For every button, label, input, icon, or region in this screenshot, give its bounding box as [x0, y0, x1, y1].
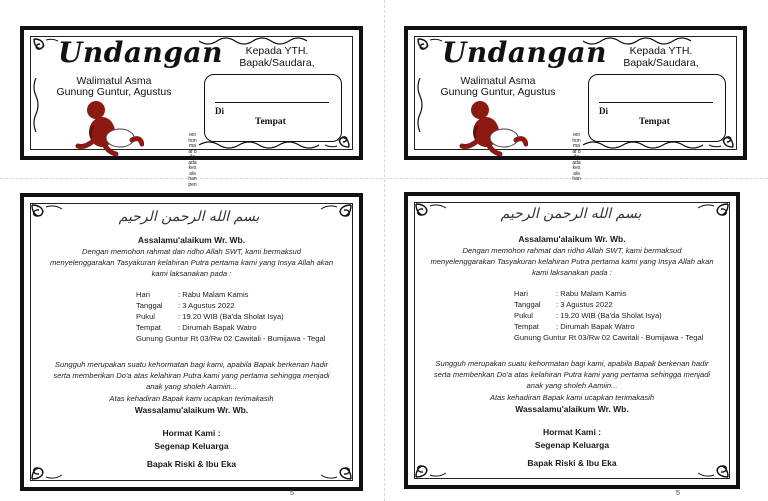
detail-key: Hari: [514, 289, 528, 298]
detail-key: Tanggal: [136, 301, 163, 310]
salam-closing: Wassalamu'alaikum Wr. Wb.: [515, 404, 629, 414]
detail-value: : Rabu Malam Kamis: [556, 289, 627, 298]
envelope-title: Undangan: [58, 36, 223, 69]
di-label: Di: [599, 106, 608, 116]
parents-names: Bapak Riski & Ibu Eka: [527, 458, 617, 468]
salam-opening: Assalamu'alaikum Wr. Wb.: [518, 234, 626, 244]
detail-tempat: [514, 321, 635, 332]
cut-guide-vertical: [384, 0, 385, 501]
detail-key: Pukul: [136, 312, 155, 321]
intro-line-3: kami laksanakan pada :: [151, 269, 232, 278]
ornament-side-left: [32, 78, 40, 132]
detail-value: : 3 Agustus 2022: [178, 301, 235, 310]
bismillah-calligraphy: بسم الله الرحمن الرحيم: [500, 206, 642, 222]
detail-value: : Rabu Malam Kamis: [178, 290, 249, 299]
closing-line-3: anak yang sholeh Aamiin...: [526, 381, 618, 390]
detail-key: Pukul: [514, 311, 533, 320]
detail-value: : 19.20 WIB (Ba'da Sholat Isya): [556, 311, 662, 320]
detail-key: Tempat: [514, 322, 539, 331]
detail-pukul: [514, 310, 662, 321]
detail-key: Tempat: [136, 323, 161, 332]
detail-value: : Dirumah Bapak Watro: [556, 322, 635, 331]
detail-address: Gunung Guntur Rt 03/Rw 02 Cawitali - Bumijawa - Tegal: [136, 334, 326, 343]
envelope-subtitle-1: Walimatul Asma: [460, 75, 536, 87]
address-box: [588, 74, 726, 142]
address-box: [204, 74, 342, 142]
envelope-subtitle-2: Gunung Guntur, Agustus: [56, 86, 172, 98]
detail-address: Gunung Guntur Rt 03/Rw 02 Cawitali - Bumijawa - Tegal: [514, 333, 704, 342]
segenap-keluarga: Segenap Keluarga: [154, 441, 229, 451]
detail-key: Tanggal: [514, 300, 541, 309]
closing-line-2: serta memberikan Do'a atas kelahiran Putra kami yang pertama sehingga menjadi: [433, 370, 711, 379]
salam-closing: Wassalamu'alaikum Wr. Wb.: [134, 405, 249, 415]
hormat-kami: Hormat Kami :: [542, 427, 602, 437]
salam-opening: Assalamu'alaikum Wr. Wb.: [137, 235, 246, 245]
ornament-corner-top-left: [414, 202, 448, 228]
detail-value: : Dirumah Bapak Watro: [178, 323, 257, 332]
detail-pukul: [136, 311, 284, 322]
detail-tempat: [136, 322, 257, 333]
invitation-card-right: [404, 192, 740, 489]
closing-line-2: serta memberikan Do'a atas kelahiran Putra kami yang pertama sehingga menjadi: [53, 371, 330, 380]
closing-line-4: Atas kehadiran Bapak kami ucapkan terimakasih: [109, 394, 274, 403]
closing-line-1: Sungguh merupakan suatu kehormatan bagi kami, apabila Bapak berkenan hadir: [54, 360, 329, 369]
closing-line-4: Atas kehadiran Bapak kami ucapkan terimakasih: [489, 393, 655, 402]
envelope-title: Undangan: [442, 36, 607, 69]
detail-hari: [514, 288, 626, 299]
intro-line-1: Dengan memohon rahmat dan ridho Allah SWT, kami bermaksud: [82, 247, 301, 256]
bapak-saudara-label: Bapak/Saudara,: [623, 57, 699, 69]
parents-names: Bapak Riski & Ibu Eka: [146, 459, 237, 469]
detail-value: : 3 Agustus 2022: [556, 300, 613, 309]
tempat-label: Tempat: [255, 117, 286, 127]
kepada-label: Kepada YTH.: [629, 45, 693, 57]
page-mark-right: 5: [676, 490, 680, 497]
detail-tanggal: [514, 299, 613, 310]
envelope-subtitle-2: Gunung Guntur, Agustus: [440, 86, 556, 98]
detail-value: : 19.20 WIB (Ba'da Sholat Isya): [178, 312, 284, 321]
bapak-saudara-label: Bapak/Saudara,: [239, 57, 315, 69]
intro-line-1: Dengan memohon rahmat dan ridho Allah SWT, kami bermaksud: [462, 246, 682, 255]
invitation-card-left: [20, 193, 363, 491]
intro-line-2: menyelenggarakan Tasyakuran kelahiran Putra pertama kami yang Insya Allah akan: [430, 257, 714, 266]
ornament-side-left: [416, 78, 424, 132]
name-line: [599, 102, 713, 103]
vertical-note-right: Mohon maaf bila ada kesalahan: [572, 133, 581, 182]
intro-line-3: kami laksanakan pada :: [532, 268, 612, 277]
di-label: Di: [215, 106, 224, 116]
closing-line-1: Sungguh merupakan suatu kehormatan bagi kami, apabila Bapak berkenan hadir: [435, 359, 709, 368]
ornament-corner-top-left: [30, 203, 64, 229]
ornament-corner-top-right: [319, 203, 353, 229]
detail-key: Hari: [136, 290, 150, 299]
kepada-label: Kepada YTH.: [245, 45, 309, 57]
bismillah-calligraphy: بسم الله الرحمن الرحيم: [118, 209, 260, 225]
page-mark-left: 5: [290, 490, 294, 497]
detail-tanggal: [136, 300, 235, 311]
ornament-corner-top-right: [696, 202, 730, 228]
tempat-label: Tempat: [639, 117, 670, 127]
baby-illustration: [74, 98, 144, 158]
hormat-kami: Hormat Kami :: [162, 428, 221, 438]
envelope-subtitle-1: Walimatul Asma: [76, 75, 152, 87]
name-line: [215, 102, 329, 103]
closing-line-3: anak yang sholeh Aamiin...: [146, 382, 237, 391]
intro-line-2: menyelenggarakan Tasyakuran kelahiran Putra pertama kami yang Insya Allah akan: [49, 258, 334, 267]
vertical-note-left: Mohon maaf bila ada kesalahan pen: [188, 133, 197, 188]
baby-illustration: [458, 98, 528, 158]
detail-hari: [136, 289, 248, 300]
segenap-keluarga: Segenap Keluarga: [534, 440, 610, 450]
